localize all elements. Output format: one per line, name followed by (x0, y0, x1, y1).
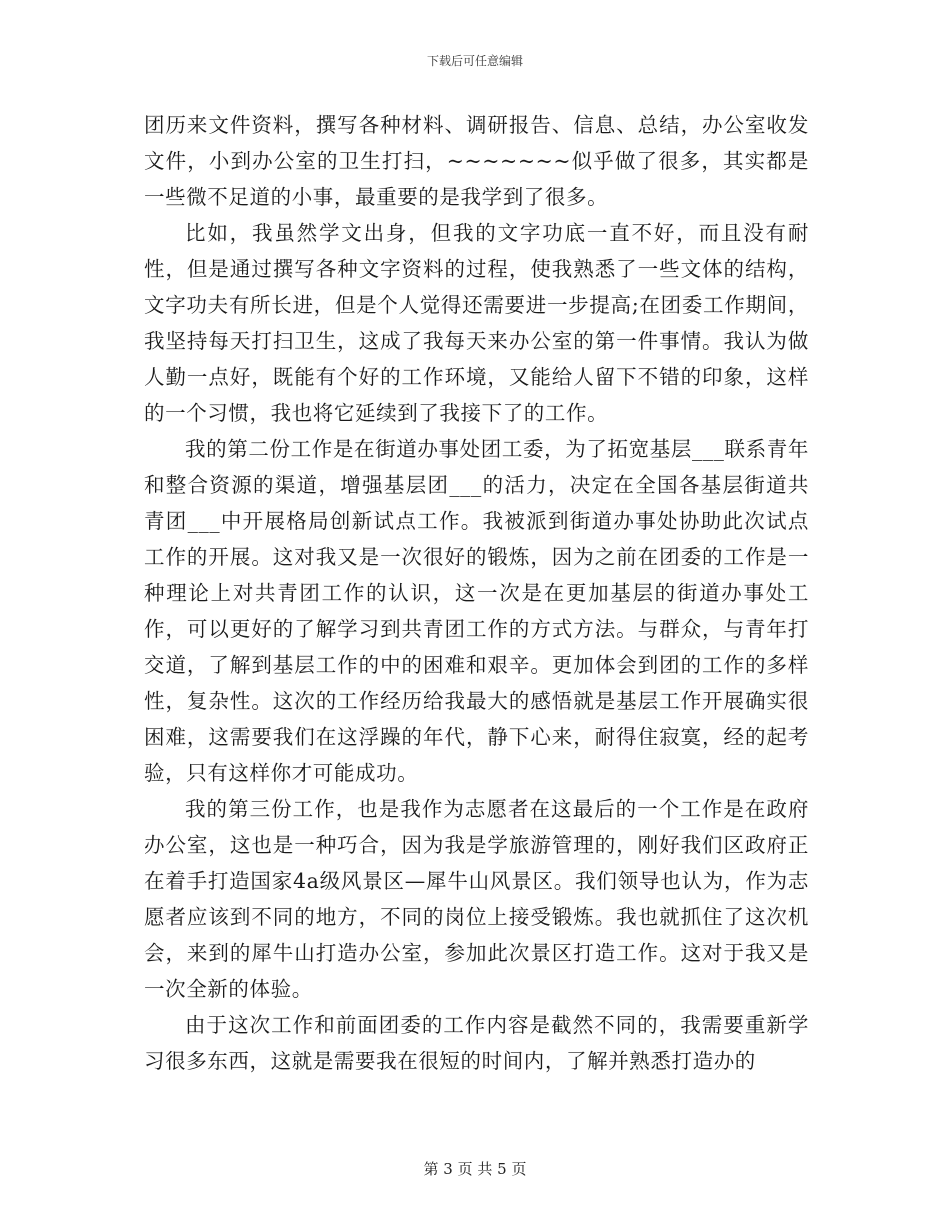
document-body (144, 107, 809, 1079)
paragraph-1: 团历来文件资料，撰写各种材料、调研报告、信息、总结，办公室收发文件，小到办公室的卫生打扫，~~~~~~~似乎做了很多，其实都是一些微不足道的小事，最重要的是我学到了很多。 (144, 113, 809, 209)
page-number-footer: 第 3 页 共 5 页 (423, 1160, 527, 1178)
page-header: 下载后可任意编辑 (426, 54, 523, 68)
paragraph-2: 比如，我虽然学文出身，但我的文字功底一直不好，而且没有耐性，但是通过撰写各种文字资料的过程，使我熟悉了一些文体的结构，文字功夫有所长进，但是个人觉得还需要进一步提高;在团委工作期间，我坚持每天打扫卫生，这成了我每天来办公室的第一件事情。我认为做人勤一点好，既能有个好的工作环境，又能给人留下不错的印象，这样的一个习惯，我也将它延续到了我接下了的工作。 (144, 221, 809, 425)
paragraph-3: 我的第二份工作是在街道办事处团工委，为了拓宽基层___联系青年和整合资源的渠道，增强基层团___的活力，决定在全国各基层街道共青团___中开展格局创新试点工作。我被派到街道办事处协助此次试点工作的开展。这对我又是一次很好的锻炼，因为之前在团委的工作是一种理论上对共青团工作的认识，这一次是在更加基层的街道办事处工作，可以更好的了解学习到共青团工作的方式方法。与群众，与青年打交道，了解到基层工作的中的困难和艰辛。更加体会到团的工作的多样性，复杂性。这次的工作经历给我最大的感悟就是基层工作开展确实很困难，这需要我们在这浮躁的年代，静下心来，耐得住寂寞，经的起考验，只有这样你才可能成功。 (144, 437, 809, 785)
paragraph-4: 我的第三份工作，也是我作为志愿者在这最后的一个工作是在政府办公室，这也是一种巧合，因为我是学旅游管理的，刚好我们区政府正在着手打造国家4a级风景区—犀牛山风景区。我们领导也认为，作为志愿者应该到不同的地方，不同的岗位上接受锻炼。我也就抓住了这次机会，来到的犀牛山打造办公室，参加此次景区打造工作。这对于我又是一次全新的体验。 (144, 797, 809, 1001)
paragraph-5: 由于这次工作和前面团委的工作内容是截然不同的，我需要重新学习很多东西，这就是需要我在很短的时间内，了解并熟悉打造办的 (144, 1013, 809, 1073)
